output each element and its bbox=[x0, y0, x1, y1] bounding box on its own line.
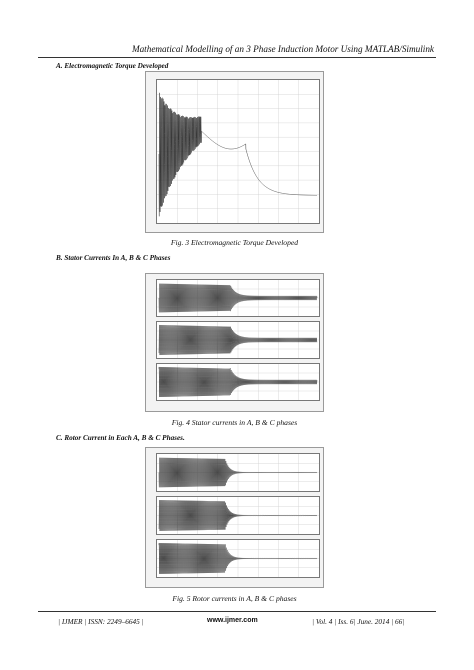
running-head: Mathematical Modelling of an 3 Phase Induction Motor Using MATLAB/Simulink bbox=[131, 44, 434, 54]
stator-plot-a bbox=[156, 279, 320, 317]
footer-rule bbox=[38, 611, 436, 612]
header-rule bbox=[38, 57, 436, 58]
fig4-caption: Fig. 4 Stator currents in A, B & C phases bbox=[171, 418, 298, 427]
stator-chart-c bbox=[157, 364, 319, 400]
rotor-chart-a bbox=[157, 454, 319, 491]
stator-plot-b bbox=[156, 321, 320, 359]
section-a-heading: A. Electromagnetic Torque Developed bbox=[56, 62, 169, 70]
torque-figure bbox=[145, 71, 324, 233]
rotor-plot-c bbox=[156, 539, 320, 578]
rotor-figure bbox=[145, 447, 324, 588]
stator-chart-b bbox=[157, 322, 319, 358]
footer-right: | Vol. 4 | Iss. 6| June. 2014 | 66| bbox=[312, 617, 405, 626]
stator-plot-c bbox=[156, 363, 320, 401]
stator-chart-a bbox=[157, 280, 319, 316]
fig3-caption: Fig. 3 Electromagnetic Torque Developed bbox=[170, 238, 299, 247]
fig5-caption: Fig. 5 Rotor currents in A, B & C phases bbox=[172, 594, 297, 603]
rotor-plot-b bbox=[156, 496, 320, 535]
torque-plot bbox=[156, 79, 320, 224]
rotor-chart-b bbox=[157, 497, 319, 534]
rotor-plot-a bbox=[156, 453, 320, 492]
footer-left: | IJMER | ISSN: 2249–6645 | bbox=[58, 617, 144, 626]
torque-chart bbox=[157, 80, 319, 223]
section-b-heading: B. Stator Currents In A, B & C Phases bbox=[56, 254, 171, 262]
rotor-chart-c bbox=[157, 540, 319, 577]
stator-figure bbox=[145, 273, 324, 412]
footer-journal-link[interactable]: www.ijmer.com bbox=[207, 617, 258, 624]
section-c-heading: C. Rotor Current in Each A, B & C Phases. bbox=[56, 434, 185, 442]
